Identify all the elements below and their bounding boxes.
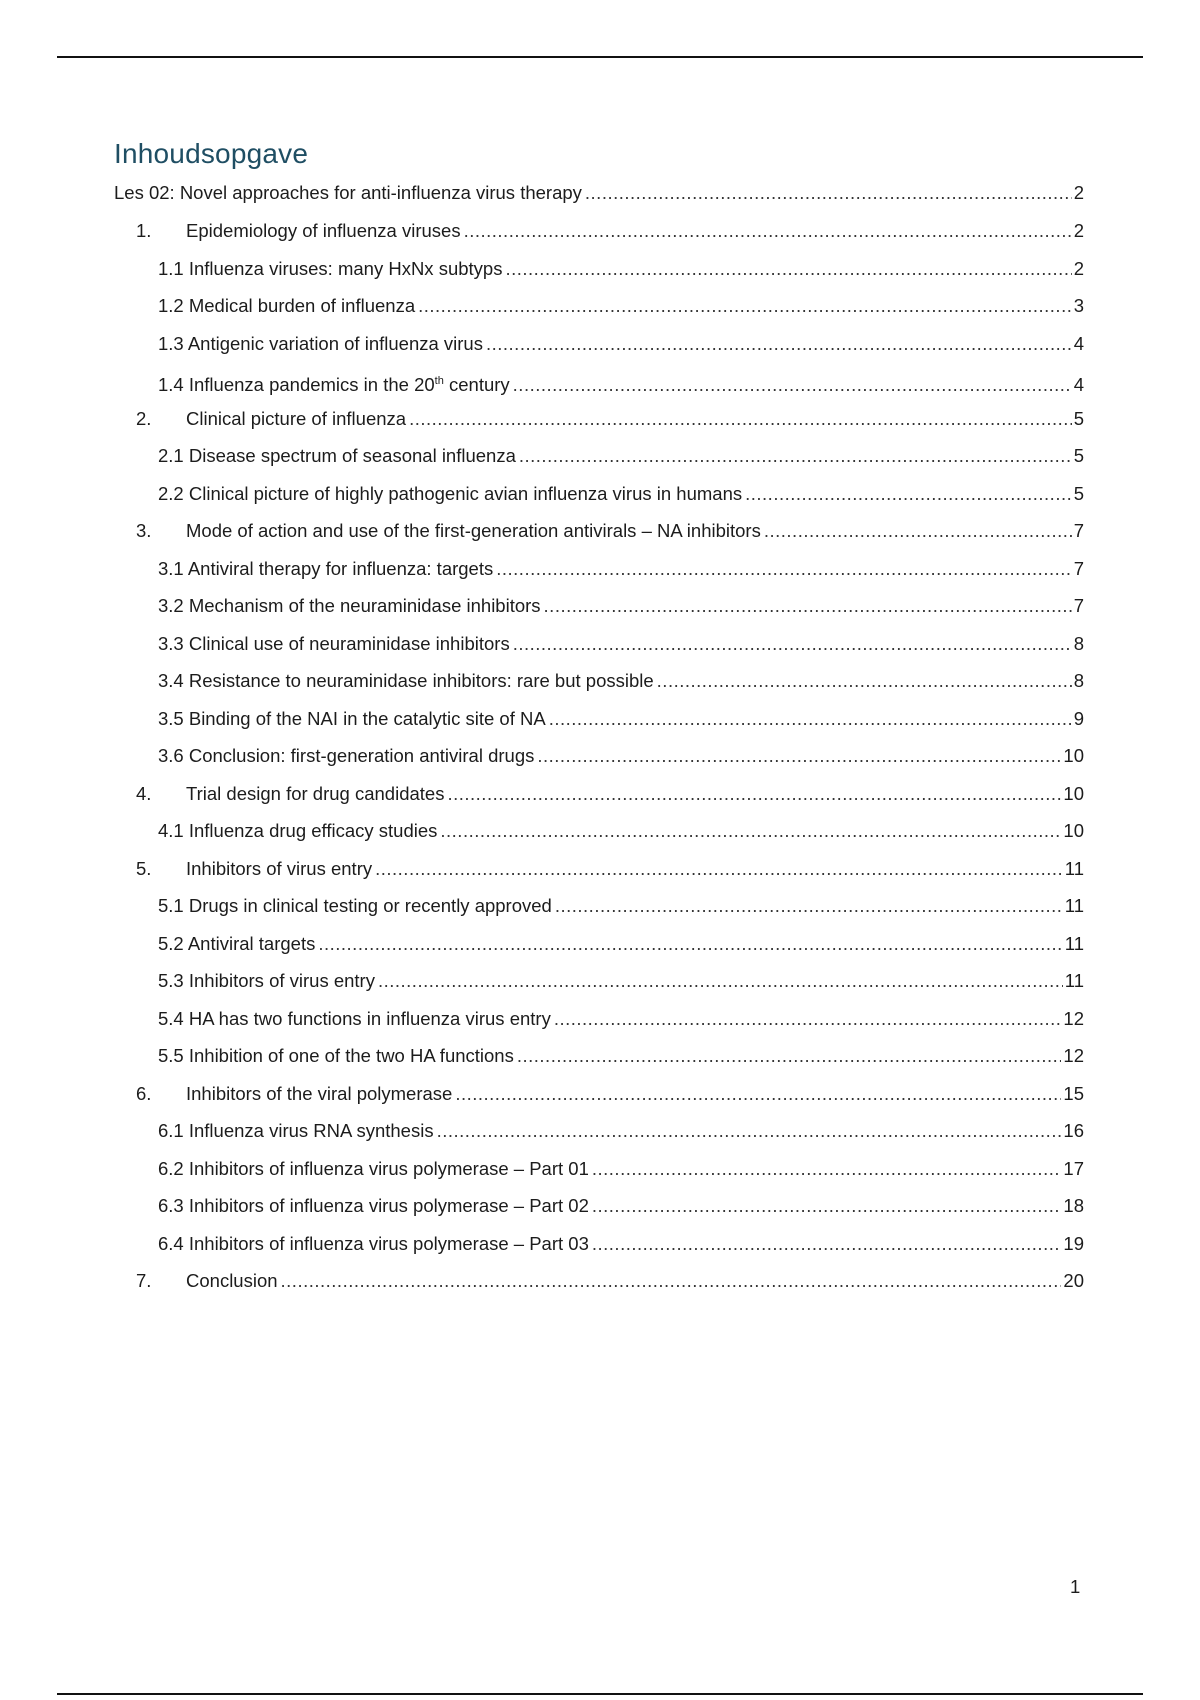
- toc-dot-leader: [409, 406, 1072, 432]
- toc-subsection-entry[interactable]: [158, 443, 1084, 469]
- toc-entry-page: 10: [1063, 745, 1084, 766]
- toc-subsection-entry[interactable]: [158, 1006, 1084, 1032]
- toc-entry-page: 10: [1063, 783, 1084, 804]
- toc-entry-title: 5.2 Antiviral targets: [158, 933, 316, 954]
- toc-entry-page: 5: [1073, 445, 1084, 466]
- toc-subsection-entry[interactable]: [158, 556, 1084, 582]
- toc-section-entry[interactable]: [136, 1268, 1084, 1294]
- toc-entry-page: 12: [1063, 1008, 1084, 1029]
- toc-entry-title: 6.4 Inhibitors of influenza virus polymerase – Part 03: [158, 1233, 589, 1254]
- toc-dot-leader: [440, 818, 1061, 844]
- page-number: 1: [1070, 1576, 1081, 1597]
- toc-section-entry[interactable]: [136, 406, 1084, 432]
- toc-dot-leader: [657, 668, 1072, 694]
- toc-entry-title: 1.4 Influenza pandemics in the 20th century: [158, 374, 510, 396]
- toc-subsection-entry[interactable]: [158, 931, 1084, 957]
- toc-subsection-entry[interactable]: [158, 331, 1084, 357]
- toc-entry-title: Inhibitors of the viral polymerase: [186, 1083, 453, 1104]
- toc-subsection-entry[interactable]: [158, 368, 1084, 394]
- toc-entry-page: 11: [1064, 970, 1084, 991]
- toc-entry-number: 1.: [136, 220, 152, 241]
- toc-entry-title: 2.1 Disease spectrum of seasonal influenza: [158, 445, 516, 466]
- toc-dot-leader: [378, 968, 1063, 994]
- toc-entry-title: 2.2 Clinical picture of highly pathogenic avian influenza virus in humans: [158, 483, 743, 504]
- toc-section-entry[interactable]: [136, 856, 1084, 882]
- toc-entry-title: Clinical picture of influenza: [186, 408, 407, 429]
- toc-dot-leader: [437, 1118, 1062, 1144]
- toc-section-entry[interactable]: [136, 1081, 1084, 1107]
- toc-entry-title: 5.3 Inhibitors of virus entry: [158, 970, 375, 991]
- toc-entry-number: 3.: [136, 520, 152, 541]
- toc-entry-title: Inhibitors of virus entry: [186, 858, 373, 879]
- toc-dot-leader: [592, 1231, 1062, 1257]
- toc-section-entry[interactable]: [136, 218, 1084, 244]
- toc-dot-leader: [554, 1006, 1062, 1032]
- toc-entry-page: 11: [1064, 895, 1084, 916]
- toc-dot-leader: [592, 1156, 1062, 1182]
- toc-subsection-entry[interactable]: [158, 1043, 1084, 1069]
- toc-entry-page: 5: [1073, 483, 1084, 504]
- toc-entry-page: 7: [1073, 520, 1084, 541]
- toc-subsection-entry[interactable]: [158, 893, 1084, 919]
- toc-entry-page: 17: [1063, 1158, 1084, 1179]
- toc-entry-number: 4.: [136, 783, 152, 804]
- toc-dot-leader: [519, 443, 1072, 469]
- toc-dot-leader: [281, 1268, 1062, 1294]
- toc-entry-page: 2: [1073, 220, 1084, 241]
- toc-entry-title: 3.4 Resistance to neuraminidase inhibitors: rare but possible: [158, 670, 654, 691]
- toc-dot-leader: [764, 518, 1072, 544]
- toc-entry-number: 2.: [136, 408, 152, 429]
- toc-dot-leader: [585, 180, 1072, 206]
- toc-entry-page: 20: [1063, 1270, 1084, 1291]
- toc-subsection-entry[interactable]: [158, 256, 1084, 282]
- toc-dot-leader: [464, 218, 1072, 244]
- toc-entry-page: 11: [1064, 933, 1084, 954]
- toc-dot-leader: [513, 631, 1072, 657]
- toc-subsection-entry[interactable]: [158, 706, 1084, 732]
- toc-entry-title: 3.5 Binding of the NAI in the catalytic site of NA: [158, 708, 546, 729]
- toc-dot-leader: [745, 481, 1072, 507]
- toc-subsection-entry[interactable]: [158, 481, 1084, 507]
- toc-subsection-entry[interactable]: [158, 668, 1084, 694]
- toc-entry-title: 3.3 Clinical use of neuraminidase inhibitors: [158, 633, 510, 654]
- toc-chapter-entry[interactable]: [114, 180, 1084, 206]
- toc-dot-leader: [592, 1193, 1062, 1219]
- toc-entry-page: 10: [1063, 820, 1084, 841]
- toc-dot-leader: [318, 931, 1062, 957]
- toc-entry-title: Trial design for drug candidates: [186, 783, 445, 804]
- toc-dot-leader: [544, 593, 1072, 619]
- toc-entry-page: 11: [1064, 858, 1084, 879]
- toc-subsection-entry[interactable]: [158, 293, 1084, 319]
- toc-entry-page: 9: [1073, 708, 1084, 729]
- toc-dot-leader: [447, 781, 1061, 807]
- toc-dot-leader: [455, 1081, 1061, 1107]
- toc-entry-page: 12: [1063, 1045, 1084, 1066]
- toc-entry-page: 3: [1073, 295, 1084, 316]
- toc-entry-page: 2: [1073, 182, 1084, 203]
- toc-entry-page: 8: [1073, 633, 1084, 654]
- toc-entry-title: 3.2 Mechanism of the neuraminidase inhibitors: [158, 595, 541, 616]
- toc-dot-leader: [375, 856, 1063, 882]
- toc-subsection-entry[interactable]: [158, 631, 1084, 657]
- toc-dot-leader: [486, 331, 1072, 357]
- toc-entry-page: 7: [1073, 558, 1084, 579]
- toc-subsection-entry[interactable]: [158, 1193, 1084, 1219]
- toc-subsection-entry[interactable]: [158, 818, 1084, 844]
- toc-entry-page: 4: [1073, 333, 1084, 354]
- toc-dot-leader: [505, 256, 1071, 282]
- toc-entry-number: 5.: [136, 858, 152, 879]
- toc-entry-title: 5.4 HA has two functions in influenza virus entry: [158, 1008, 551, 1029]
- toc-subsection-entry[interactable]: [158, 743, 1084, 769]
- toc-dot-leader: [517, 1043, 1062, 1069]
- toc-entry-title: 1.1 Influenza viruses: many HxNx subtyps: [158, 258, 503, 279]
- footer-rule: [57, 1693, 1143, 1695]
- toc-entry-title: 4.1 Influenza drug efficacy studies: [158, 820, 438, 841]
- toc-entry-title: 6.2 Inhibitors of influenza virus polymerase – Part 01: [158, 1158, 589, 1179]
- toc-entry-number: 7.: [136, 1270, 152, 1291]
- toc-entry-title: 3.1 Antiviral therapy for influenza: targets: [158, 558, 494, 579]
- toc-dot-leader: [555, 893, 1063, 919]
- toc-entry-title: 6.1 Influenza virus RNA synthesis: [158, 1120, 434, 1141]
- toc-entry-page: 5: [1073, 408, 1084, 429]
- toc-entry-title: 1.3 Antigenic variation of influenza virus: [158, 333, 483, 354]
- toc-dot-leader: [418, 293, 1072, 319]
- toc-entry-title: 1.2 Medical burden of influenza: [158, 295, 416, 316]
- toc-entry-page: 16: [1063, 1120, 1084, 1141]
- toc-entry-number: 6.: [136, 1083, 152, 1104]
- toc-title: Inhoudsopgave: [114, 138, 309, 169]
- header-rule: [57, 56, 1143, 58]
- toc-entry-page: 7: [1073, 595, 1084, 616]
- toc-section-entry[interactable]: [136, 518, 1084, 544]
- toc-entry-title: 5.5 Inhibition of one of the two HA functions: [158, 1045, 514, 1066]
- toc-entry-title: Epidemiology of influenza viruses: [186, 220, 461, 241]
- toc-entry-title: Conclusion: [186, 1270, 278, 1291]
- toc-entry-page: 8: [1073, 670, 1084, 691]
- toc-entry-page: 15: [1063, 1083, 1084, 1104]
- toc-dot-leader: [513, 372, 1072, 398]
- toc-entry-title: Mode of action and use of the first-generation antivirals – NA inhibitors: [186, 520, 761, 541]
- toc-dot-leader: [537, 743, 1061, 769]
- toc-subsection-entry[interactable]: [158, 593, 1084, 619]
- toc-subsection-entry[interactable]: [158, 1118, 1084, 1144]
- toc-entry-page: 19: [1063, 1233, 1084, 1254]
- toc-entry-title: 5.1 Drugs in clinical testing or recently approved: [158, 895, 552, 916]
- toc-entry-title: 6.3 Inhibitors of influenza virus polymerase – Part 02: [158, 1195, 589, 1216]
- toc-subsection-entry[interactable]: [158, 1231, 1084, 1257]
- toc-entry-page: 2: [1073, 258, 1084, 279]
- toc-dot-leader: [496, 556, 1071, 582]
- toc-subsection-entry[interactable]: [158, 1156, 1084, 1182]
- toc-entry-title: Les 02: Novel approaches for anti-influenza virus therapy: [114, 182, 582, 203]
- toc-section-entry[interactable]: [136, 781, 1084, 807]
- toc-entry-title: 3.6 Conclusion: first-generation antiviral drugs: [158, 745, 535, 766]
- toc-entry-page: 4: [1073, 374, 1084, 396]
- toc-entry-page: 18: [1063, 1195, 1084, 1216]
- toc-subsection-entry[interactable]: [158, 968, 1084, 994]
- toc-dot-leader: [549, 706, 1072, 732]
